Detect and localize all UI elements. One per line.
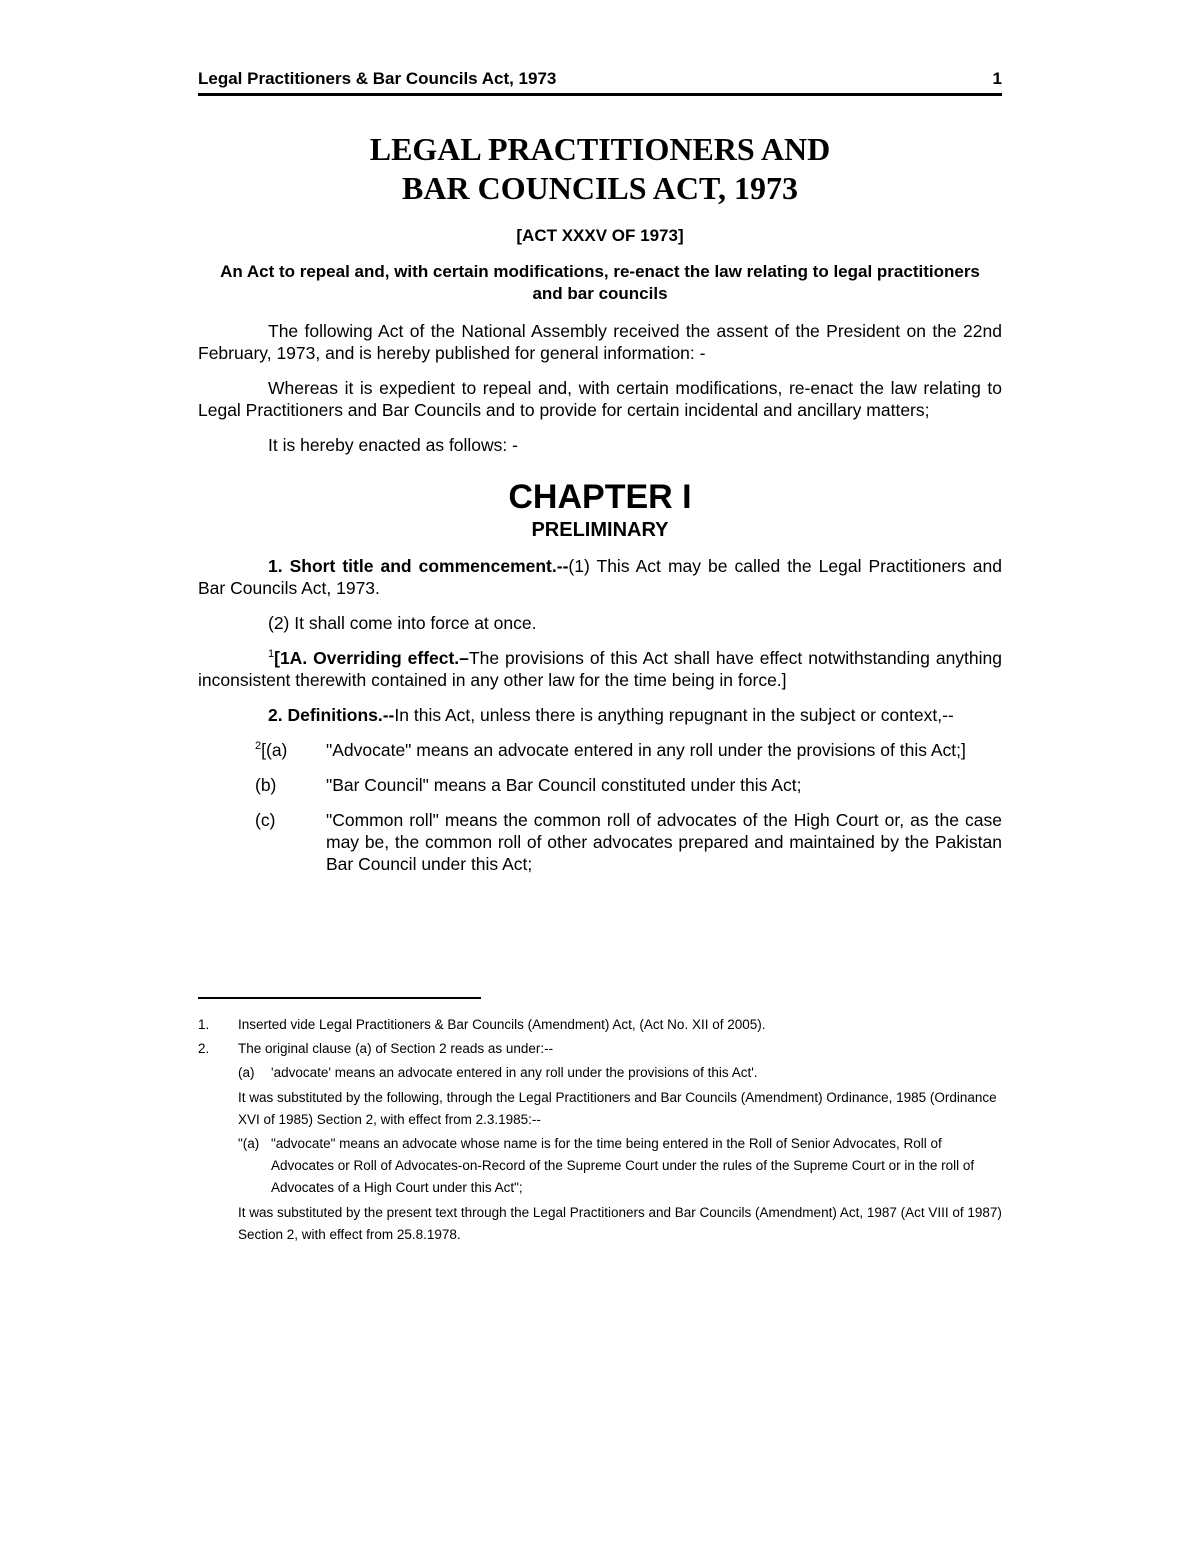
definition-text: "Common roll" means the common roll of advocates of the High Court or, as the case may be, the common roll of other advocates prepared and maintained by the Pakistan Bar Council under this Act;: [326, 810, 1002, 874]
definition-a: [198, 739, 1002, 761]
footnote-ref[interactable]: 2: [255, 740, 262, 753]
footnote-1: [198, 1014, 1002, 1036]
clause-text: "advocate" means an advocate whose name is for the time being entered in the Roll of Senior Advocates, Roll of Advocates or Roll of Advocates-on-Record of the Supreme Court under the rules of the Supreme Court or in the roll of Advocates of a High Court under this Act";: [271, 1136, 975, 1195]
definition-c: [198, 809, 1002, 875]
running-header: [198, 68, 1002, 96]
definition-label: (b): [255, 775, 277, 795]
section-1-2: (2) It shall come into force at once.: [268, 613, 537, 633]
preamble-paragraph: It is hereby enacted as follows: -: [268, 435, 518, 455]
section-1a: [198, 647, 1002, 691]
preamble-paragraph: Whereas it is expedient to repeal and, with certain modifications, re-enact the law relating to Legal Practitioners and Bar Councils and to provide for certain incidental and ancillary matters;: [198, 378, 1002, 420]
footnote-number: 2.: [198, 1041, 210, 1056]
footnote-body: [238, 1038, 1002, 1246]
footnote-divider: [198, 997, 481, 999]
footnote-clause: [238, 1062, 1002, 1084]
document-page: [198, 68, 1002, 875]
clause-text: 'advocate' means an advocate entered in any roll under the provisions of this Act'.: [271, 1065, 758, 1080]
footnote-text: The original clause (a) of Section 2 reads as under:--: [238, 1041, 554, 1056]
running-title: Legal Practitioners & Bar Councils Act, 1973: [198, 69, 557, 88]
section-text: The provisions of this Act shall have effect notwithstanding anything inconsistent therewith contained in any other law for the time being in force.]: [198, 648, 1003, 690]
footnote-number: 1.: [198, 1017, 210, 1032]
footnote-ref[interactable]: 1: [268, 648, 275, 661]
definition-b: [198, 774, 1002, 796]
title-line-2: BAR COUNCILS ACT, 1973: [402, 170, 798, 206]
chapter-title: CHAPTER I: [508, 478, 692, 516]
section-2: [198, 704, 1002, 726]
definition-text: "Advocate" means an advocate entered in any roll under the provisions of this Act;]: [326, 740, 966, 760]
preamble-paragraph: The following Act of the National Assembly received the assent of the President on the 22nd February, 1973, and is hereby published for general information: -: [198, 321, 1002, 363]
page-number: 1: [992, 69, 1002, 88]
long-title: An Act to repeal and, with certain modifications, re-enact the law relating to legal practitioners and bar councils: [220, 262, 980, 303]
footnote-clause: [238, 1133, 1002, 1199]
section-1: [198, 555, 1002, 599]
footnote-text: It was substituted by the following, through the Legal Practitioners and Bar Councils (Amendment) Ordinance, 1985 (Ordinance XVI of 1985) Section 2, with effect from 2.3.1985:--: [238, 1090, 997, 1127]
clause-label: (a): [238, 1065, 255, 1080]
definition-text: "Bar Council" means a Bar Council constituted under this Act;: [326, 775, 802, 795]
section-text: In this Act, unless there is anything repugnant in the subject or context,--: [394, 705, 954, 725]
chapter-subtitle: PRELIMINARY: [531, 519, 669, 541]
footnotes: [198, 1012, 1002, 1246]
section-heading: 2. Definitions.--: [268, 705, 395, 725]
section-heading: 1. Short title and commencement.--: [268, 556, 569, 576]
definition-label: (c): [255, 810, 276, 830]
section-text: (1) This Act may be called the Legal Practitioners and Bar Councils Act, 1973.: [198, 556, 1003, 598]
footnote-text: Inserted vide Legal Practitioners & Bar Councils (Amendment) Act, (Act No. XII of 2005).: [238, 1017, 766, 1032]
clause-label: "(a): [238, 1136, 260, 1151]
definition-label: [(a): [261, 740, 288, 760]
act-number: [ACT XXXV OF 1973]: [516, 226, 684, 245]
act-title: [198, 130, 1002, 208]
title-line-1: LEGAL PRACTITIONERS AND: [369, 131, 831, 167]
footnote-text: It was substituted by the present text through the Legal Practitioners and Bar Councils (Amendment) Act, 1987 (Act VIII of 1987) Section 2, with effect from 25.8.1978.: [238, 1205, 1002, 1242]
section-heading: [1A. Overriding effect.–: [274, 648, 469, 668]
footnote-2: [198, 1038, 1002, 1246]
